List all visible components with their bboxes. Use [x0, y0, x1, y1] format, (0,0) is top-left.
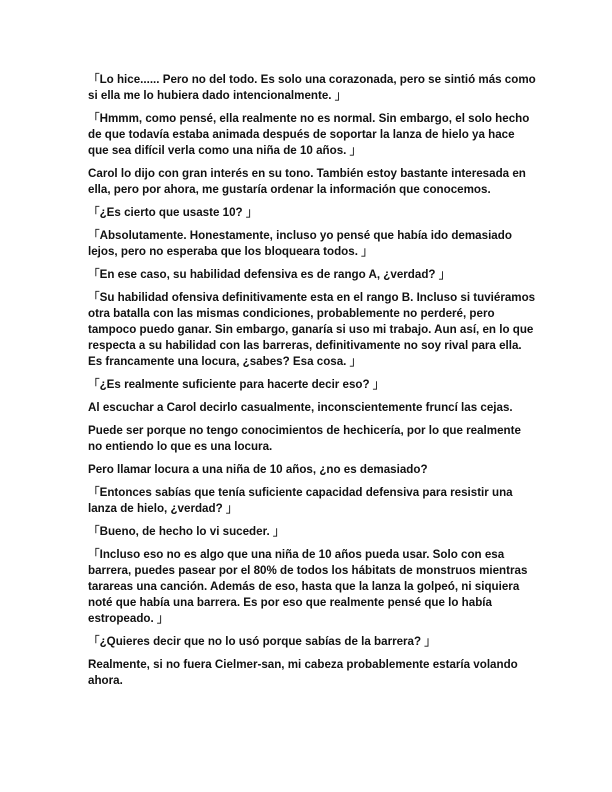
paragraph: Pero llamar locura a una niña de 10 años, ¿no es demasiado? — [88, 463, 428, 476]
paragraph: 「¿Quieres decir que no lo usó porque sabías de la barrera? 」 — [88, 635, 436, 648]
paragraph: 「Incluso eso no es algo que una niña de 10 años pueda usar. Solo con esa barrera, puedes pasear por el 80% de todos los hábitats de monstruos mientras tarareas una canción. Además de eso, hasta que la lanza la golpeó, ni siquiera noté que había una barrera. Es por eso que realmente pensé que lo había estropeado. 」 — [88, 548, 528, 625]
paragraph: 「Bueno, de hecho lo vi suceder. 」 — [88, 525, 285, 538]
paragraph: 「Absolutamente. Honestamente, incluso yo pensé que había ido demasiado lejos, pero no esperaba que los bloqueara todos. 」 — [88, 229, 512, 258]
paragraph: Puede ser porque no tengo conocimientos de hechicería, por lo que realmente no entiendo lo que es una locura. — [88, 424, 521, 453]
paragraph: 「Hmmm, como pensé, ella realmente no es normal. Sin embargo, el solo hecho de que todavía estaba animada después de soportar la lanza de hielo ya hace que sea difícil verla como una niña de 10 años. 」 — [88, 112, 530, 157]
paragraph: Carol lo dijo con gran interés en su tono. También estoy bastante interesada en ella, pero por ahora, me gustaría ordenar la información que conocemos. — [88, 167, 526, 196]
paragraph: 「¿Es cierto que usaste 10? 」 — [88, 206, 258, 219]
paragraph: Al escuchar a Carol decirlo casualmente, inconscientemente fruncí las cejas. — [88, 401, 513, 414]
document-page — [88, 72, 536, 696]
paragraph: Realmente, si no fuera Cielmer-san, mi cabeza probablemente estaría volando ahora. — [88, 658, 518, 687]
paragraph: 「¿Es realmente suficiente para hacerte decir eso? 」 — [88, 378, 385, 391]
paragraph: 「Entonces sabías que tenía suficiente capacidad defensiva para resistir una lanza de hielo, ¿verdad? 」 — [88, 486, 513, 515]
paragraph: 「Su habilidad ofensiva definitivamente esta en el rango B. Incluso si tuviéramos otra batalla con las mismas condiciones, probablemente no perderé, pero tampoco puedo ganar. Sin embargo, ganaría si uso mi trabajo. Aun así, en lo que respecta a su habilidad con las barreras, definitivamente no soy rival para ella. Es francamente una locura, ¿sabes? Esa cosa. 」 — [88, 291, 536, 368]
paragraph: 「En ese caso, su habilidad defensiva es de rango A, ¿verdad? 」 — [88, 268, 451, 281]
paragraph: 「Lo hice...... Pero no del todo. Es solo una corazonada, pero se sintió más como si ella me lo hubiera dado intencionalmente. 」 — [88, 73, 536, 102]
